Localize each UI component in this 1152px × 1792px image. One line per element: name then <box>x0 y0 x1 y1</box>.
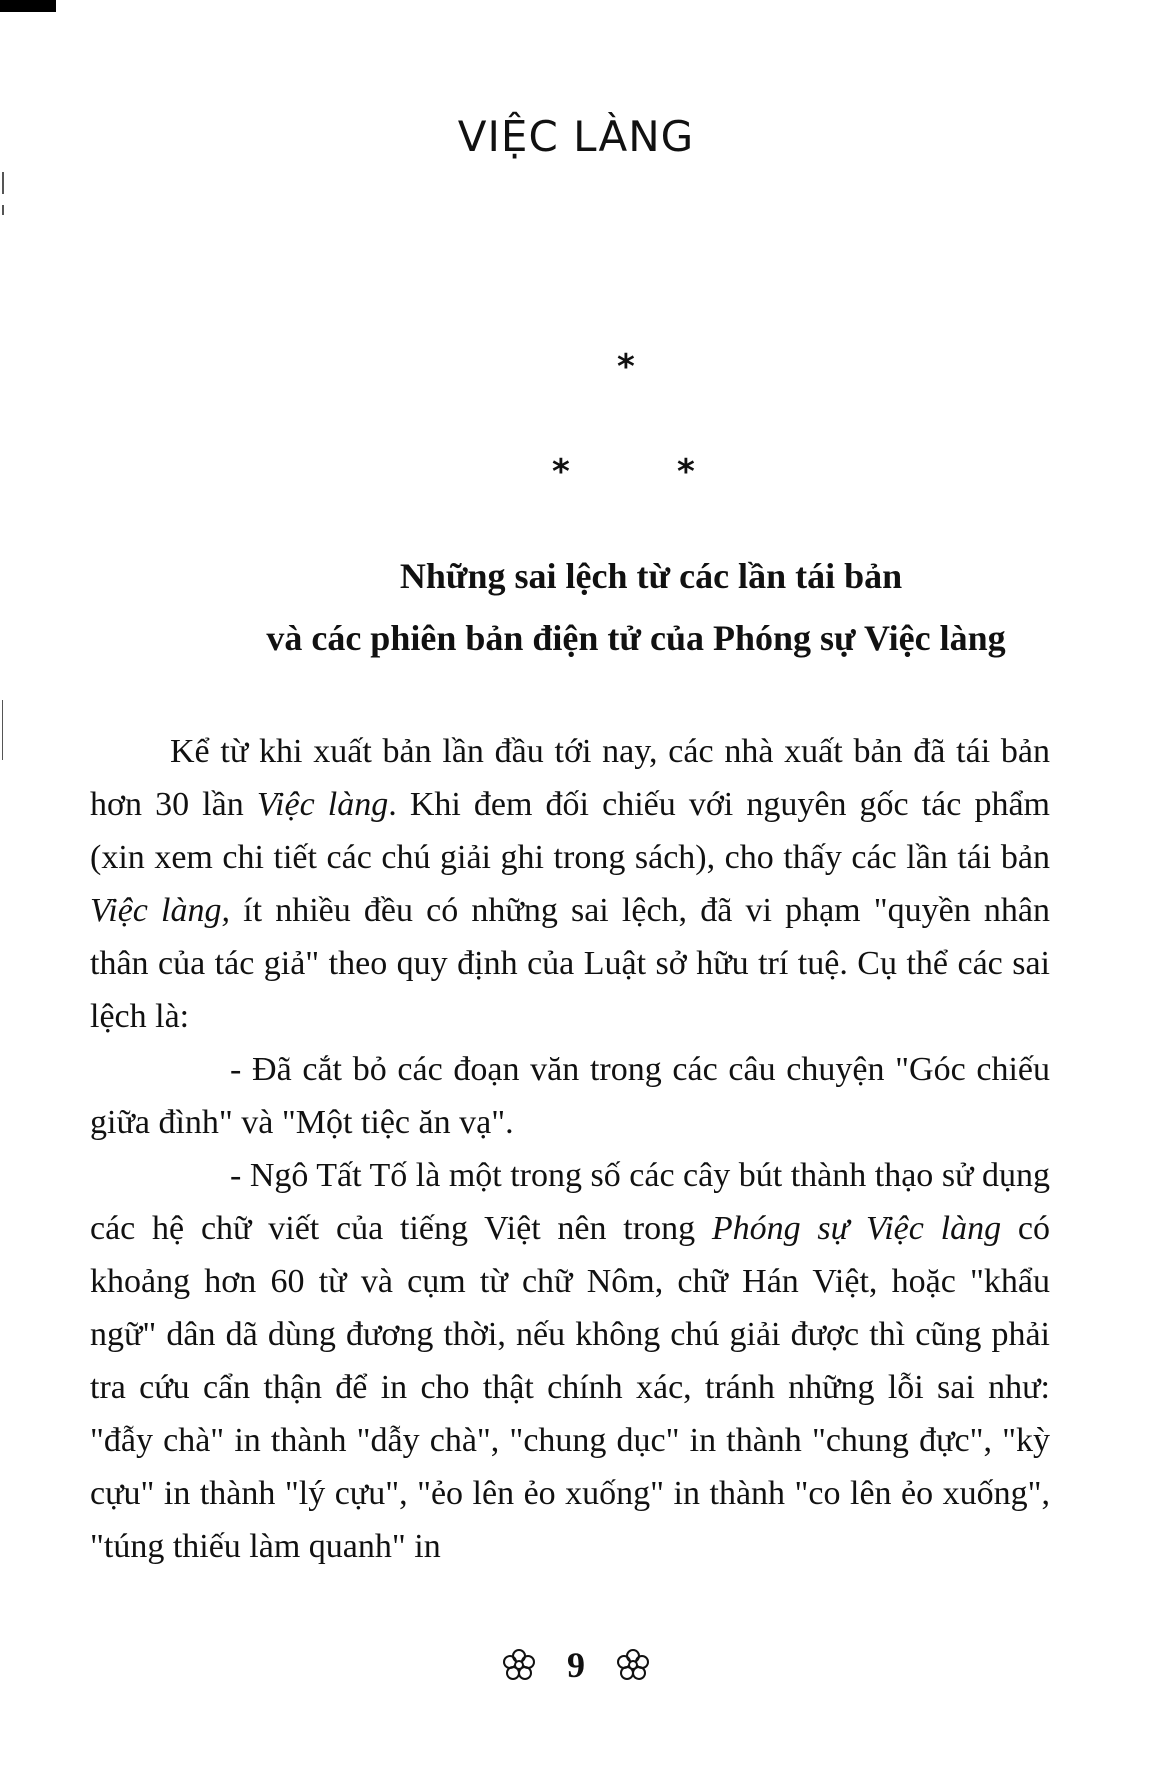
section-title-line2: và các phiên bản điện tử của Phóng sự Việc làng <box>266 618 1006 658</box>
star-ornament: * <box>552 452 570 492</box>
paragraph <box>90 1149 1050 1573</box>
star-ornament: * <box>617 347 635 387</box>
ornament-stars-bottom <box>0 452 1152 495</box>
flower-ornament-icon <box>616 1648 650 1682</box>
scan-corner-mark <box>0 0 56 12</box>
scan-edge-mark <box>2 172 4 194</box>
scan-edge-mark <box>2 205 4 215</box>
running-header: VIỆC LÀNG <box>457 112 695 161</box>
paragraph-italic: Việc làng <box>256 786 389 823</box>
section-title-line1: Những sai lệch từ các lần tái bản <box>399 556 903 596</box>
paragraph-text: Kể từ khi xuất bản lần đầu tới nay, các nhà xuất bản đã tái bản hơn 30 lần <box>90 733 1050 823</box>
scan-edge-mark <box>2 700 3 760</box>
flower-ornament-icon <box>502 1648 536 1682</box>
paragraph-text: có khoảng hơn 60 từ và cụm từ chữ Nôm, chữ Hán Việt, hoặc "khẩu ngữ" dân dã dùng đương thời, nếu không chú giải được thì cũng phải tra cứu cẩn thận để in cho thật chính xác, tránh những lỗi sai như: "đẫy chà" in thành "dẫy chà", "chung dục" in thành "chung đực", "kỳ cựu" in thành "lý cựu", "ẻo lên ẻo xuống" in thành "co lên ẻo xuống", "túng thiếu làm quanh" in <box>90 1210 1050 1565</box>
ornament-stars-top <box>0 347 1152 390</box>
paragraph <box>90 725 1050 1043</box>
page-number: 9 <box>567 1644 585 1685</box>
page-footer <box>0 1640 1152 1686</box>
paragraph-text: - Ngô Tất Tố là một trong số các cây bút thành thạo sử dụng các hệ chữ viết của tiếng Việt nên trong <box>90 1157 1050 1247</box>
paragraph-italic: Việc làng, <box>90 892 230 929</box>
body-text <box>90 725 1050 1573</box>
paragraph-text: ít nhiều đều có những sai lệch, đã vi phạm "quyền nhân thân của tác giả" theo quy định của Luật sở hữu trí tuệ. Cụ thể các sai lệch là: <box>90 892 1050 1035</box>
section-title <box>0 545 1152 669</box>
star-ornament: * <box>677 452 695 492</box>
paragraph-italic: Phóng sự Việc làng <box>711 1210 1002 1247</box>
paragraph-text: . Khi đem đối chiếu với nguyên gốc tác phẩm (xin xem chi tiết các chú giải ghi trong sách), cho thấy các lần tái bản <box>90 786 1050 876</box>
paragraph: - Đã cắt bỏ các đoạn văn trong các câu chuyện "Góc chiếu giữa đình" và "Một tiệc ăn vạ". <box>90 1051 1050 1141</box>
